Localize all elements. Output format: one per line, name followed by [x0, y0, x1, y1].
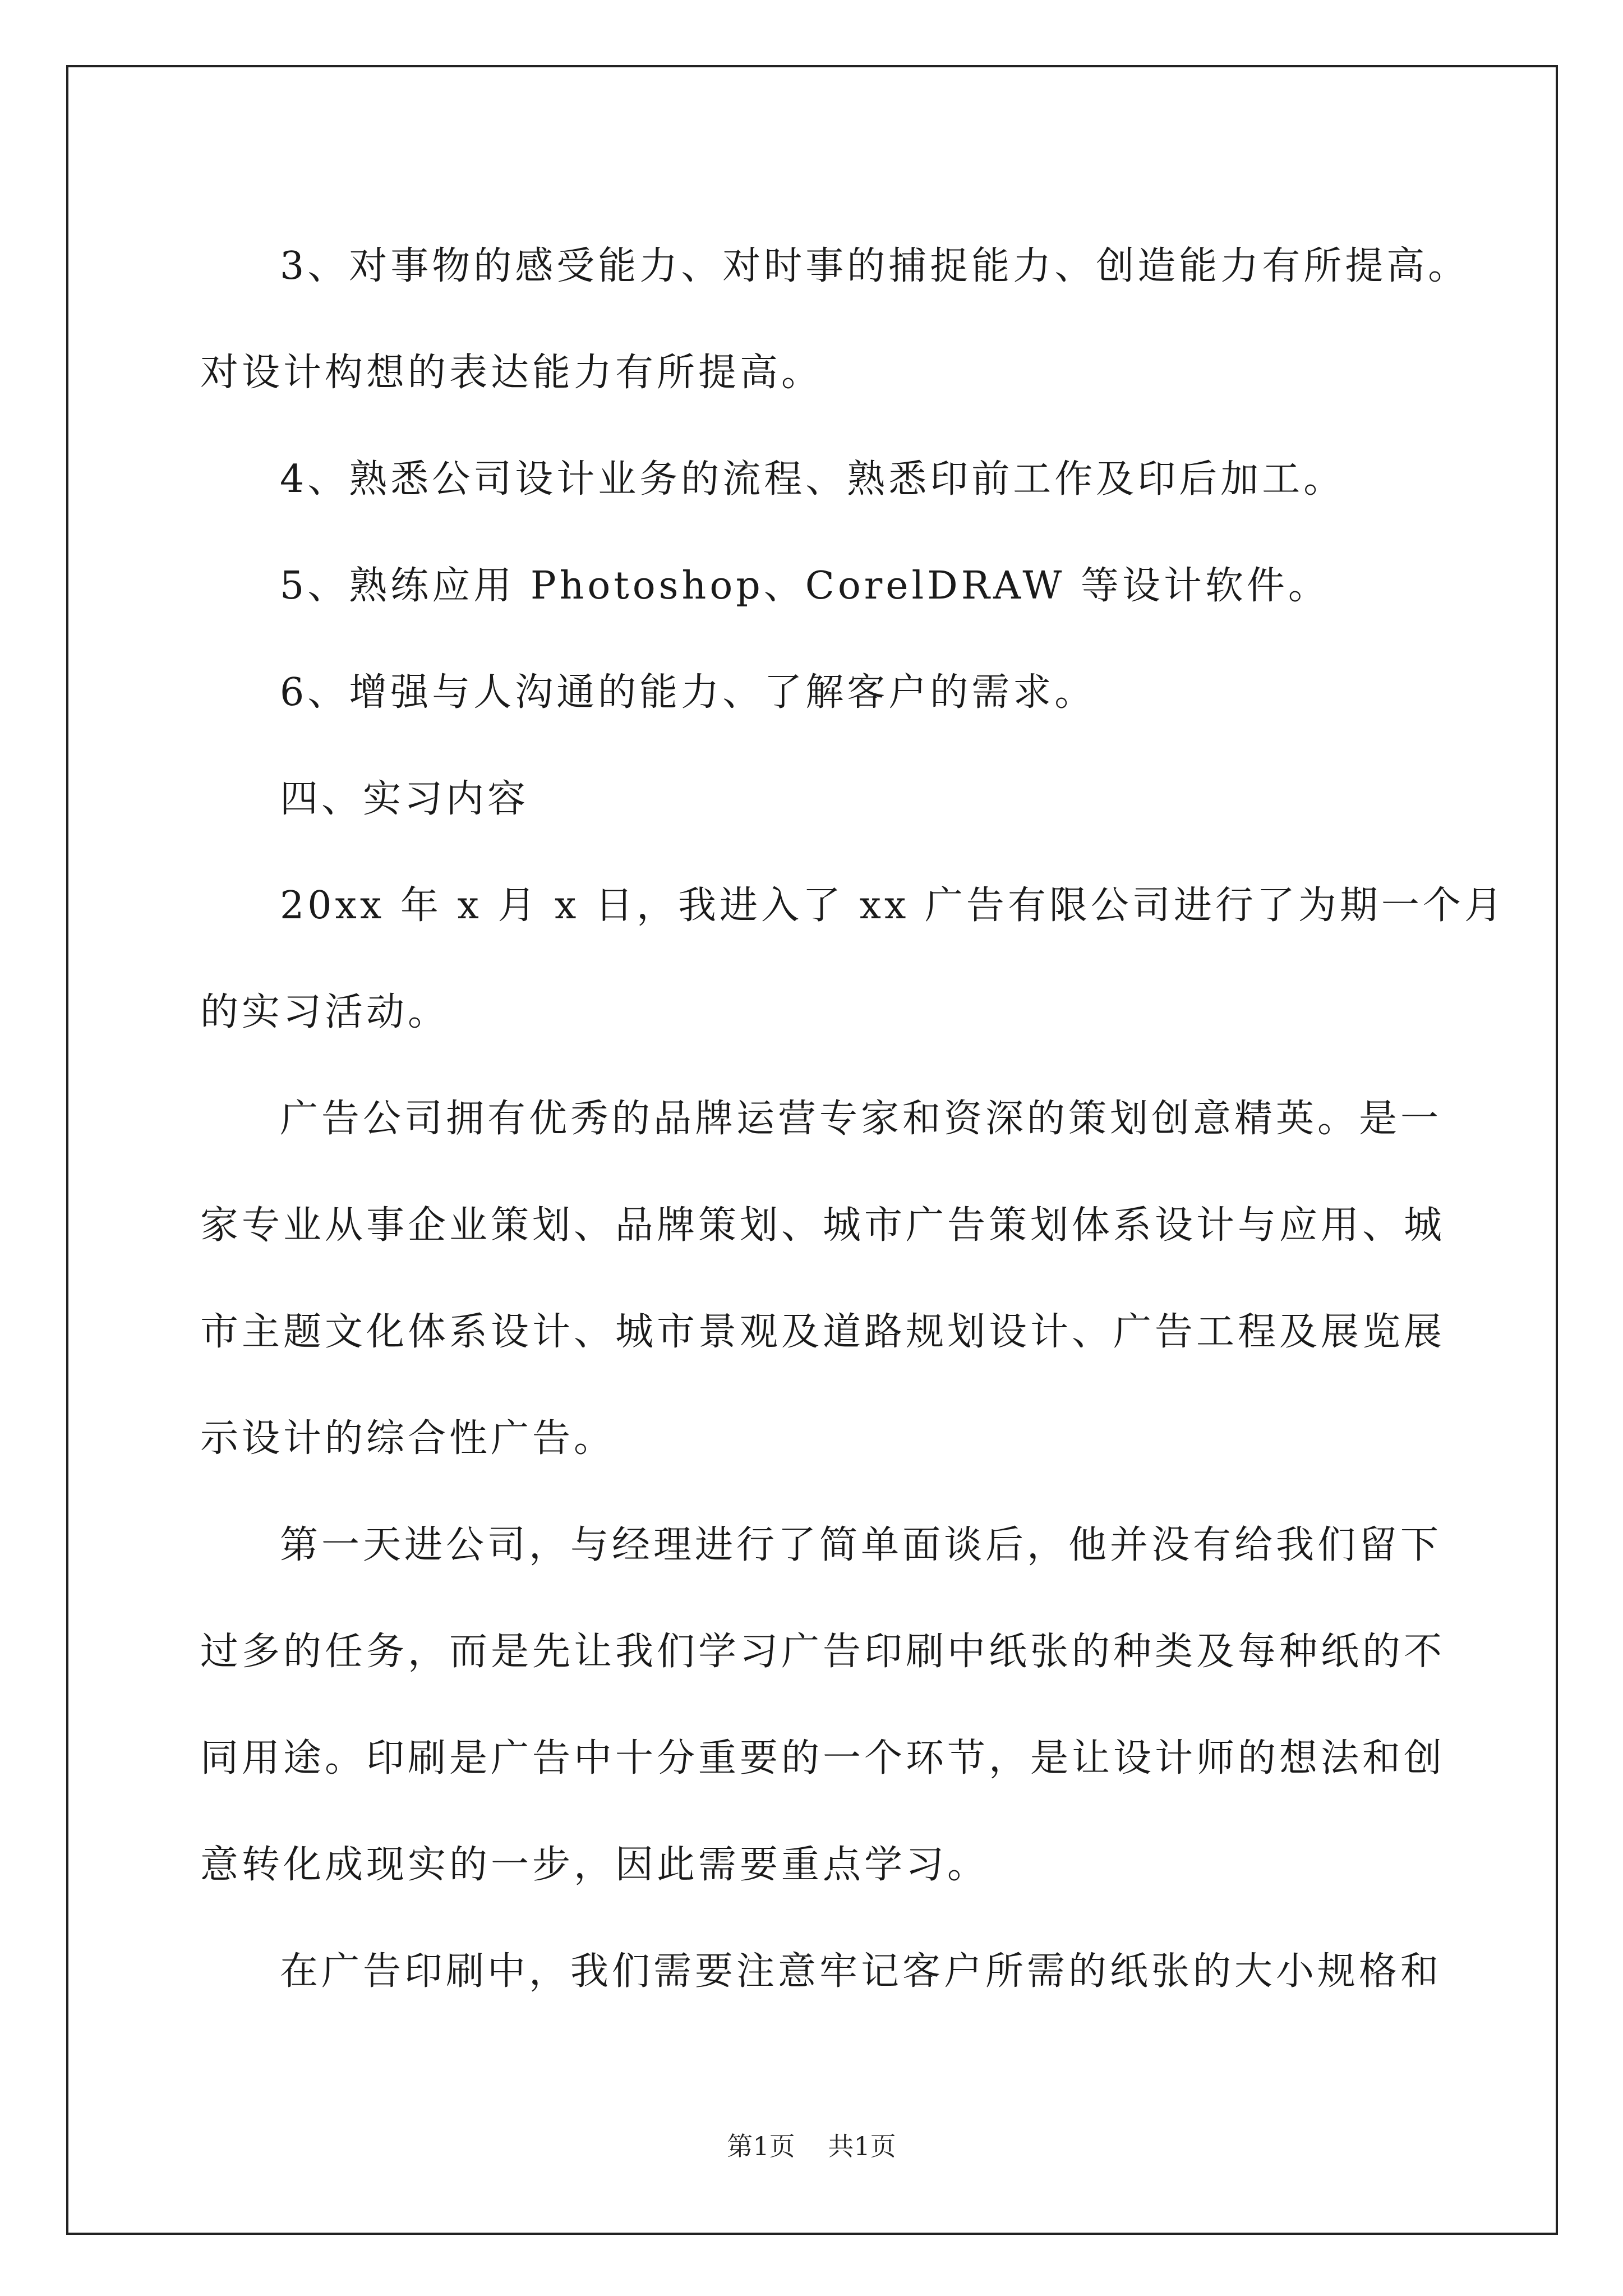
text-line: 6、增强与人沟通的能力、了解客户的需求。: [280, 670, 1096, 715]
page-footer: [0, 2126, 1623, 2163]
text-line: 第一天进公司，与经理进行了简单面谈后，他并没有给我们留下: [280, 1523, 1442, 1567]
text-line: 在广告印刷中，我们需要注意牢记客户所需的纸张的大小规格和: [280, 1949, 1442, 1994]
text-line: 意转化成现实的一步，因此需要重点学习。: [200, 1843, 989, 1887]
text-line: 的实习活动。: [200, 990, 450, 1034]
text-line: 对设计构想的表达能力有所提高。: [200, 351, 823, 395]
text-line: 市主题文化体系设计、城市景观及道路规划设计、广告工程及展览展: [200, 1310, 1446, 1354]
text-line: 过多的任务，而是先让我们学习广告印刷中纸张的种类及每种纸的不: [200, 1630, 1446, 1674]
text-line: 5、熟练应用 Photoshop、CorelDRAW 等设计软件。: [280, 564, 1330, 608]
text-line: 4、熟悉公司设计业务的流程、熟悉印前工作及印后加工。: [280, 457, 1345, 501]
page-number-current: 第1页: [727, 2131, 795, 2161]
text-line: 3、对事物的感受能力、对时事的捕捉能力、创造能力有所提高。: [280, 244, 1470, 288]
text-line: 广告公司拥有优秀的品牌运营专家和资深的策划创意精英。是一: [280, 1097, 1442, 1141]
text-line: 家专业从事企业策划、品牌策划、城市广告策划体系设计与应用、城: [200, 1203, 1446, 1248]
section-heading: 四、实习内容: [280, 777, 529, 821]
document-body: [200, 213, 1506, 2025]
page-number-total: 共1页: [828, 2131, 896, 2161]
text-line: 示设计的综合性广告。: [200, 1416, 616, 1461]
text-line: 20xx 年 x 月 x 日，我进入了 xx 广告有限公司进行了为期一个月: [280, 884, 1506, 928]
text-line: 同用途。印刷是广告中十分重要的一个环节，是让设计师的想法和创: [200, 1736, 1446, 1780]
